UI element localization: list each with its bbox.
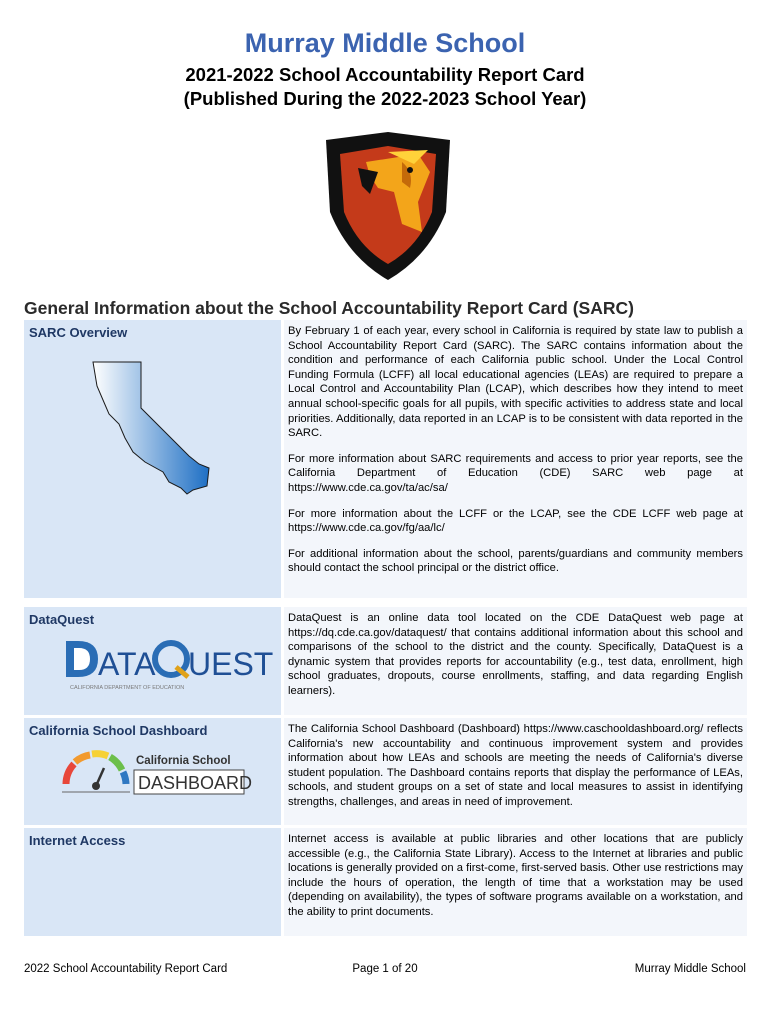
california-map-icon <box>89 360 219 495</box>
row-sarc-overview <box>24 320 747 598</box>
left-cell <box>24 607 281 715</box>
left-cell <box>24 320 281 598</box>
sarc-overview-paragraph-2: For more information about SARC requirements and access to prior year reports, see the California Department of Education (CDE) SARC web page at https://www.cde.ca.gov/ta/ac/sa/ <box>288 452 743 494</box>
row-dataquest <box>24 607 747 715</box>
dashboard-logo-line2: DASHBOARD <box>138 773 253 793</box>
sarc-overview-paragraph-1: By February 1 of each year, every school in California is required by state law to publish a School Accountability Report Card (SARC). The SARC contains information about the condition and performance of each California public school. Under the Local Control Funding Formula (LCFF) all local educational agencies (LEAs) are required to prepare a Local Control and Accountability Plan (LCAP), which describes how they intend to meet annual school-specific goals for all pupils, with specific activities to address state and local priorities. Additionally, data reported in an LCAP is to be consistent with data reported in the SARC. <box>288 325 743 440</box>
left-cell <box>24 828 281 936</box>
internet-access-paragraph: Internet access is available at public libraries and other locations that are publicly accessible (e.g., the California State Library). Access to the Internet at libraries and public locations is generally provided on a first-come, first-served basis. Other use restrictions may include the hours of operation, the length of time that a workstation may be used (depending on availability), the types of software programs available on a workstation, and the ability to print documents. <box>288 833 743 918</box>
right-cell <box>284 320 747 598</box>
row-label-dashboard: California School Dashboard <box>29 723 208 738</box>
row-label-sarc-overview: SARC Overview <box>29 325 128 340</box>
right-cell <box>284 607 747 715</box>
dashboard-paragraph: The California School Dashboard (Dashboard) https://www.caschooldashboard.org/ reflects California's new accountability and continuous improvement system and provides information about how LEAs and schools are meeting the needs of California's diverse student population. The Dashboard contains reports that display the performance of LEAs, schools, and student groups on a set of state and local measures to assist in identifying strengths, challenges, and areas in need of improvement. <box>288 723 743 808</box>
dataquest-logo <box>64 637 274 693</box>
dataquest-logo-text-b: UEST <box>188 646 274 682</box>
dashboard-logo <box>60 746 253 796</box>
row-label-dataquest: DataQuest <box>29 612 95 627</box>
row-internet-access <box>24 828 747 936</box>
footer-left: 2022 School Accountability Report Card <box>24 963 228 975</box>
sarc-overview-paragraph-3: For more information about the LCFF or the LCAP, see the CDE LCFF web page at https://www.cde.ca.gov/fg/aa/lc/ <box>288 507 743 535</box>
sarc-overview-paragraph-4: For additional information about the school, parents/guardians and community members should contact the school principal or the district office. <box>288 547 743 575</box>
report-title: 2021-2022 School Accountability Report Card <box>185 64 585 85</box>
dataquest-paragraph: DataQuest is an online data tool located on the CDE DataQuest web page at https://dq.cde.ca.gov/dataquest/ that contains additional information about this school and comparisons of the school to the district and the county. Specifically, DataQuest is a dynamic system that provides reports for accountability (e.g., test data, enrollment, high school graduates, dropouts, course enrollments, staffing, and data regarding English learners). <box>288 612 743 697</box>
dataquest-logo-small-text: CALIFORNIA DEPARTMENT OF EDUCATION <box>70 685 185 691</box>
right-cell <box>284 828 747 936</box>
dataquest-logo-text-a: ATA <box>98 646 156 682</box>
section-heading: General Information about the School Accountability Report Card (SARC) <box>24 298 634 318</box>
row-label-internet-access: Internet Access <box>29 833 126 848</box>
footer-right: Murray Middle School <box>634 963 746 975</box>
dashboard-logo-line1: California School <box>136 755 231 767</box>
row-dashboard <box>24 718 747 825</box>
school-name: Murray Middle School <box>244 28 526 58</box>
published-line: (Published During the 2022-2023 School Year) <box>183 88 587 109</box>
left-cell <box>24 718 281 825</box>
right-cell <box>284 718 747 825</box>
footer-page-number: Page 1 of 20 <box>352 963 418 975</box>
mustang-shield-logo <box>318 132 458 282</box>
